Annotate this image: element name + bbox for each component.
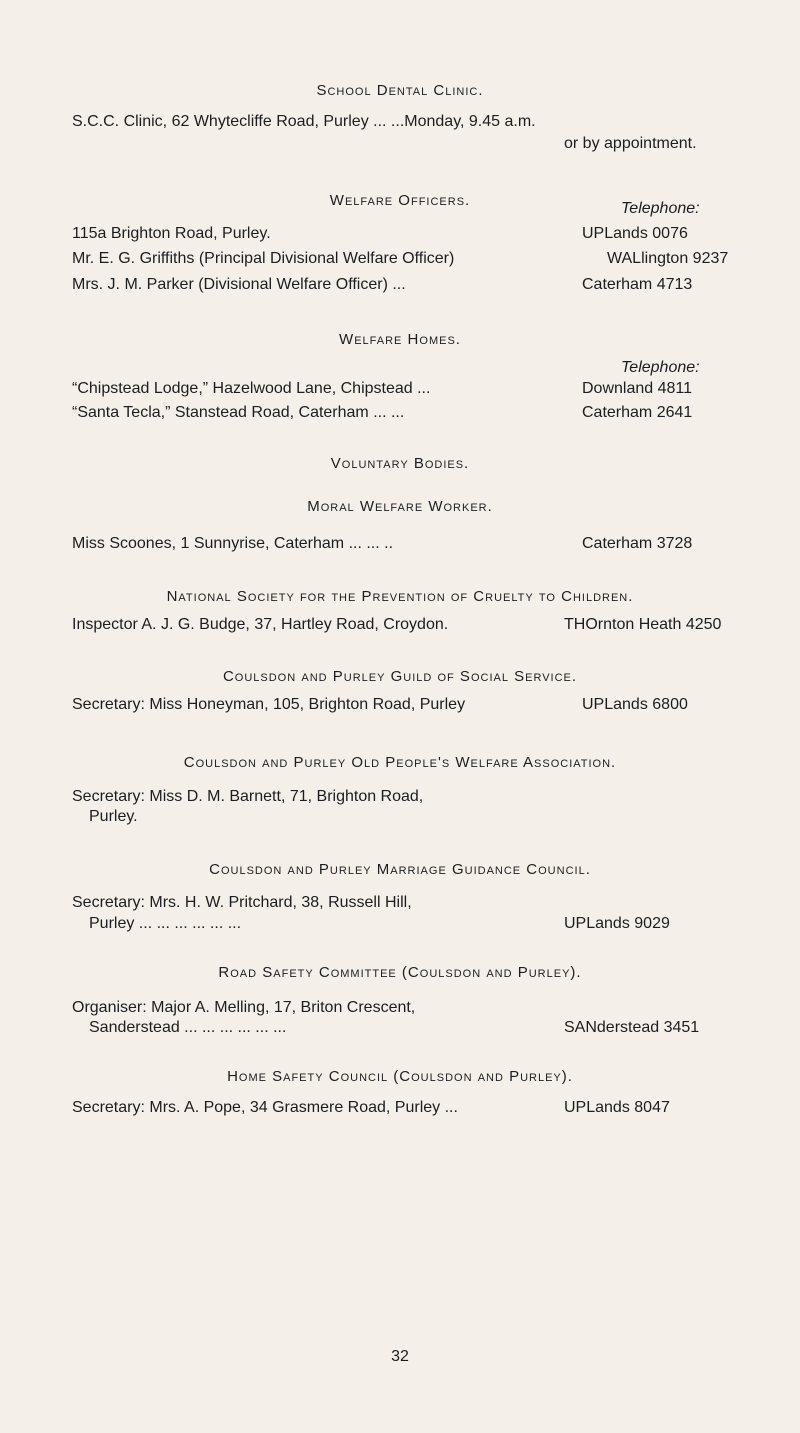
welfare-homes-telephone-label: Telephone: bbox=[621, 359, 700, 376]
old-peoples-welfare-line1: Secretary: Miss D. M. Barnett, 71, Brighton Road, bbox=[72, 788, 424, 805]
guild-social-service-heading: Coulsdon and Purley Guild of Social Service. bbox=[222, 668, 578, 685]
nspcc-heading: National Society for the Prevention of Cruelty to Children. bbox=[166, 588, 634, 605]
marriage-guidance-line2: Purley ... ... ... ... ... ... bbox=[89, 915, 242, 932]
voluntary-bodies-heading: Voluntary Bodies. bbox=[330, 455, 470, 472]
road-safety-line2: Sanderstead ... ... ... ... ... ... bbox=[89, 1019, 287, 1036]
moral-welfare-worker-heading: Moral Welfare Worker. bbox=[307, 498, 493, 515]
home-safety-heading: Home Safety Council (Coulsdon and Purley). bbox=[227, 1068, 573, 1085]
welfare-homes-heading: Welfare Homes. bbox=[339, 331, 461, 348]
school-dental-clinic-heading: School Dental Clinic. bbox=[316, 82, 484, 99]
welfare-officers-row-left: Mr. E. G. Griffiths (Principal Divisional Welfare Officer) bbox=[72, 250, 455, 267]
nspcc-left: Inspector A. J. G. Budge, 37, Hartley Road, Croydon. bbox=[72, 616, 449, 633]
school-dental-clinic-line2: or by appointment. bbox=[564, 135, 697, 152]
guild-social-service-right: UPLands 6800 bbox=[582, 696, 688, 713]
old-peoples-welfare-heading: Coulsdon and Purley Old People's Welfare Association. bbox=[183, 754, 617, 771]
home-safety-right: UPLands 8047 bbox=[564, 1099, 670, 1116]
road-safety-right: SANderstead 3451 bbox=[564, 1019, 700, 1036]
welfare-homes-row-right: Downland 4811 bbox=[582, 380, 693, 397]
marriage-guidance-right: UPLands 9029 bbox=[564, 915, 670, 932]
welfare-homes-row-left: “Chipstead Lodge,” Hazelwood Lane, Chipstead ... bbox=[72, 380, 431, 397]
welfare-officers-row-left: Mrs. J. M. Parker (Divisional Welfare Officer) ... bbox=[72, 276, 406, 293]
marriage-guidance-heading: Coulsdon and Purley Marriage Guidance Council. bbox=[209, 861, 591, 878]
school-dental-clinic-line: S.C.C. Clinic, 62 Whytecliffe Road, Purley ... ...Monday, 9.45 a.m. bbox=[72, 113, 536, 130]
welfare-officers-heading: Welfare Officers. bbox=[329, 192, 471, 209]
welfare-homes-row-right: Caterham 2641 bbox=[582, 404, 693, 421]
welfare-officers-row-right: WALlington 9237 bbox=[607, 250, 729, 267]
welfare-homes-row-left: “Santa Tecla,” Stanstead Road, Caterham ... ... bbox=[72, 404, 405, 421]
old-peoples-welfare-line2: Purley. bbox=[89, 808, 138, 825]
guild-social-service-left: Secretary: Miss Honeyman, 105, Brighton Road, Purley bbox=[72, 696, 466, 713]
home-safety-left: Secretary: Mrs. A. Pope, 34 Grasmere Road, Purley ... bbox=[72, 1099, 458, 1116]
welfare-officers-row-right: UPLands 0076 bbox=[582, 225, 688, 242]
moral-welfare-worker-right: Caterham 3728 bbox=[582, 535, 693, 552]
page-number: 32 bbox=[391, 1348, 409, 1365]
road-safety-line1: Organiser: Major A. Melling, 17, Briton Crescent, bbox=[72, 999, 416, 1016]
welfare-officers-row-right: Caterham 4713 bbox=[582, 276, 693, 293]
welfare-officers-telephone-label: Telephone: bbox=[621, 200, 700, 217]
welfare-officers-row-left: 115a Brighton Road, Purley. bbox=[72, 225, 271, 242]
nspcc-right: THOrnton Heath 4250 bbox=[564, 616, 722, 633]
marriage-guidance-line1: Secretary: Mrs. H. W. Pritchard, 38, Russell Hill, bbox=[72, 894, 412, 911]
road-safety-heading: Road Safety Committee (Coulsdon and Purley). bbox=[218, 964, 582, 981]
moral-welfare-worker-left: Miss Scoones, 1 Sunnyrise, Caterham ... ... .. bbox=[72, 535, 394, 552]
